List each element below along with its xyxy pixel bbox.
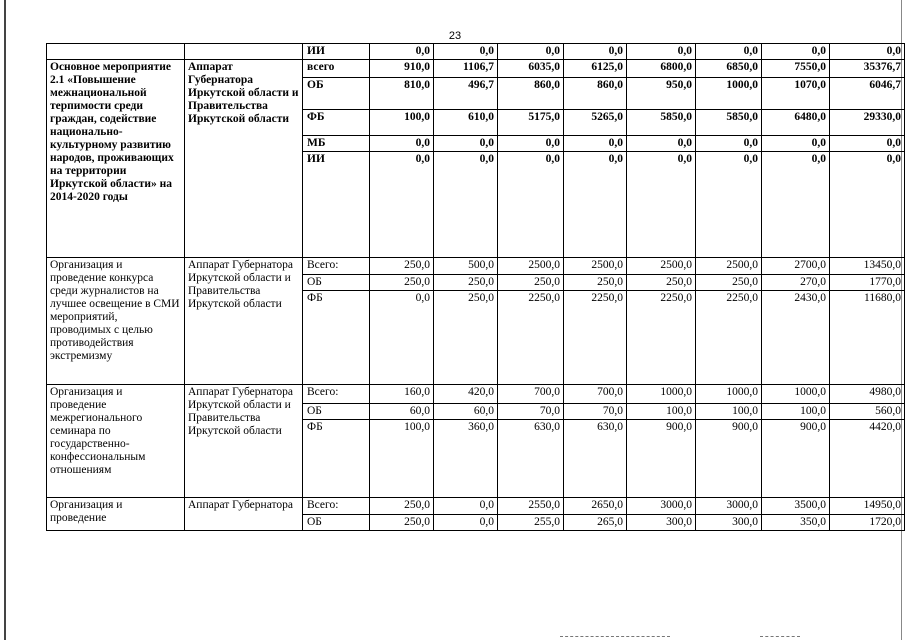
amount-cell: 0,0 (434, 498, 498, 515)
measure-name-cell: Организация и проведение (47, 498, 185, 531)
amount-cell: 300,0 (627, 515, 696, 531)
amount-cell: 4980,0 (830, 385, 905, 404)
amount-cell: 360,0 (434, 420, 498, 498)
amount-cell: 265,0 (564, 515, 627, 531)
amount-cell: 0,0 (564, 136, 627, 152)
amount-cell: 4420,0 (830, 420, 905, 498)
amount-cell: 270,0 (762, 275, 830, 291)
page-number: 23 (448, 30, 462, 42)
amount-cell: 0,0 (627, 152, 696, 258)
amount-cell: 3000,0 (696, 498, 762, 515)
amount-cell: 0,0 (762, 44, 830, 60)
amount-cell: 5850,0 (627, 110, 696, 136)
amount-cell: 560,0 (830, 404, 905, 420)
amount-cell: 0,0 (696, 44, 762, 60)
amount-cell: 900,0 (696, 420, 762, 498)
amount-cell: 11680,0 (830, 291, 905, 385)
amount-cell: 0,0 (564, 44, 627, 60)
amount-cell: 250,0 (434, 275, 498, 291)
amount-cell: 35376,7 (830, 60, 905, 78)
amount-cell: 7550,0 (762, 60, 830, 78)
amount-cell: 0,0 (498, 152, 564, 258)
amount-cell: 6800,0 (627, 60, 696, 78)
amount-cell: 250,0 (370, 498, 434, 515)
amount-cell: 29330,0 (830, 110, 905, 136)
amount-cell: 2250,0 (696, 291, 762, 385)
amount-cell: 0,0 (434, 44, 498, 60)
amount-cell: 2500,0 (564, 258, 627, 275)
amount-cell: 1000,0 (696, 385, 762, 404)
amount-cell: 1000,0 (696, 78, 762, 110)
measure-name-cell: Основное мероприятие 2.1 «Повышение межнациональной терпимости среди граждан, содействие национально-культурному развитию народов, проживающих на территории Иркутской области» на 2014-2020 годы (47, 60, 185, 258)
executor-cell: Аппарат Губернатора Иркутской области и Правительства Иркутской области (185, 60, 303, 258)
amount-cell: 2430,0 (762, 291, 830, 385)
amount-cell: 6480,0 (762, 110, 830, 136)
amount-cell: 0,0 (370, 152, 434, 258)
amount-cell: 420,0 (434, 385, 498, 404)
amount-cell: 255,0 (498, 515, 564, 531)
amount-cell: 2650,0 (564, 498, 627, 515)
measure-name-cell: Организация и проведение конкурса среди журналистов на лучшее освещение в СМИ мероприятий, проводимых с целью противодействия экстремизму (47, 258, 185, 385)
amount-cell: 900,0 (627, 420, 696, 498)
amount-cell: 250,0 (696, 275, 762, 291)
empty-name-cell (47, 44, 185, 60)
amount-cell: 5850,0 (696, 110, 762, 136)
amount-cell: 1000,0 (627, 385, 696, 404)
amount-cell: 950,0 (627, 78, 696, 110)
amount-cell: 300,0 (696, 515, 762, 531)
amount-cell: 1770,0 (830, 275, 905, 291)
amount-cell: 630,0 (498, 420, 564, 498)
amount-cell: 0,0 (498, 44, 564, 60)
funding-source-cell: МБ (303, 136, 370, 152)
amount-cell: 610,0 (434, 110, 498, 136)
amount-cell: 0,0 (370, 291, 434, 385)
amount-cell: 14950,0 (830, 498, 905, 515)
amount-cell: 630,0 (564, 420, 627, 498)
amount-cell: 0,0 (370, 136, 434, 152)
amount-cell: 250,0 (434, 291, 498, 385)
funding-source-cell: ИИ (303, 44, 370, 60)
funding-source-cell: ОБ (303, 515, 370, 531)
amount-cell: 70,0 (498, 404, 564, 420)
amount-cell: 0,0 (696, 136, 762, 152)
funding-source-cell: ФБ (303, 291, 370, 385)
funding-source-cell: Всего: (303, 385, 370, 404)
amount-cell: 6850,0 (696, 60, 762, 78)
amount-cell: 250,0 (370, 275, 434, 291)
amount-cell: 6125,0 (564, 60, 627, 78)
amount-cell: 2500,0 (696, 258, 762, 275)
amount-cell: 1000,0 (762, 385, 830, 404)
amount-cell: 900,0 (762, 420, 830, 498)
amount-cell: 5175,0 (498, 110, 564, 136)
amount-cell: 2700,0 (762, 258, 830, 275)
budget-table (46, 43, 905, 531)
amount-cell: 100,0 (370, 110, 434, 136)
table-row (47, 60, 905, 78)
measure-name-cell: Организация и проведение межрегионального семинара по государственно-конфессиональным отношениям (47, 385, 185, 498)
funding-source-cell: Всего: (303, 498, 370, 515)
amount-cell: 2550,0 (498, 498, 564, 515)
amount-cell: 70,0 (564, 404, 627, 420)
amount-cell: 0,0 (696, 152, 762, 258)
funding-source-cell: ОБ (303, 78, 370, 110)
table-row (47, 385, 905, 404)
amount-cell: 250,0 (370, 258, 434, 275)
scan-border-left (4, 0, 6, 640)
amount-cell: 0,0 (564, 152, 627, 258)
amount-cell: 100,0 (370, 420, 434, 498)
amount-cell: 0,0 (830, 136, 905, 152)
amount-cell: 2250,0 (627, 291, 696, 385)
amount-cell: 0,0 (762, 152, 830, 258)
amount-cell: 700,0 (498, 385, 564, 404)
amount-cell: 0,0 (498, 136, 564, 152)
amount-cell: 100,0 (762, 404, 830, 420)
scan-artifact-line (760, 636, 800, 638)
amount-cell: 2250,0 (564, 291, 627, 385)
funding-source-cell: ФБ (303, 420, 370, 498)
amount-cell: 860,0 (498, 78, 564, 110)
amount-cell: 700,0 (564, 385, 627, 404)
amount-cell: 160,0 (370, 385, 434, 404)
amount-cell: 100,0 (627, 404, 696, 420)
scan-artifact-line (560, 636, 670, 638)
amount-cell: 1070,0 (762, 78, 830, 110)
amount-cell: 60,0 (434, 404, 498, 420)
funding-source-cell: ОБ (303, 275, 370, 291)
empty-executor-cell (185, 44, 303, 60)
amount-cell: 0,0 (434, 136, 498, 152)
amount-cell: 3000,0 (627, 498, 696, 515)
amount-cell: 1720,0 (830, 515, 905, 531)
amount-cell: 0,0 (627, 44, 696, 60)
amount-cell: 500,0 (434, 258, 498, 275)
table-row (47, 258, 905, 275)
executor-cell: Аппарат Губернатора Иркутской области и Правительства Иркутской области (185, 258, 303, 385)
table-row (47, 498, 905, 515)
amount-cell: 100,0 (696, 404, 762, 420)
funding-source-cell: всего (303, 60, 370, 78)
funding-source-cell: ФБ (303, 110, 370, 136)
amount-cell: 0,0 (434, 152, 498, 258)
amount-cell: 0,0 (627, 136, 696, 152)
amount-cell: 0,0 (830, 44, 905, 60)
executor-cell: Аппарат Губернатора Иркутской области и Правительства Иркутской области (185, 385, 303, 498)
amount-cell: 13450,0 (830, 258, 905, 275)
amount-cell: 60,0 (370, 404, 434, 420)
funding-source-cell: ОБ (303, 404, 370, 420)
amount-cell: 250,0 (498, 275, 564, 291)
amount-cell: 3500,0 (762, 498, 830, 515)
table-row (47, 44, 905, 60)
amount-cell: 2250,0 (498, 291, 564, 385)
amount-cell: 2500,0 (627, 258, 696, 275)
amount-cell: 2500,0 (498, 258, 564, 275)
amount-cell: 860,0 (564, 78, 627, 110)
funding-source-cell: ИИ (303, 152, 370, 258)
amount-cell: 0,0 (762, 136, 830, 152)
amount-cell: 910,0 (370, 60, 434, 78)
amount-cell: 250,0 (564, 275, 627, 291)
amount-cell: 250,0 (627, 275, 696, 291)
amount-cell: 1106,7 (434, 60, 498, 78)
amount-cell: 0,0 (830, 152, 905, 258)
amount-cell: 496,7 (434, 78, 498, 110)
amount-cell: 5265,0 (564, 110, 627, 136)
executor-cell: Аппарат Губернатора (185, 498, 303, 531)
amount-cell: 6046,7 (830, 78, 905, 110)
amount-cell: 810,0 (370, 78, 434, 110)
amount-cell: 0,0 (434, 515, 498, 531)
amount-cell: 250,0 (370, 515, 434, 531)
funding-source-cell: Всего: (303, 258, 370, 275)
amount-cell: 0,0 (370, 44, 434, 60)
amount-cell: 350,0 (762, 515, 830, 531)
amount-cell: 6035,0 (498, 60, 564, 78)
